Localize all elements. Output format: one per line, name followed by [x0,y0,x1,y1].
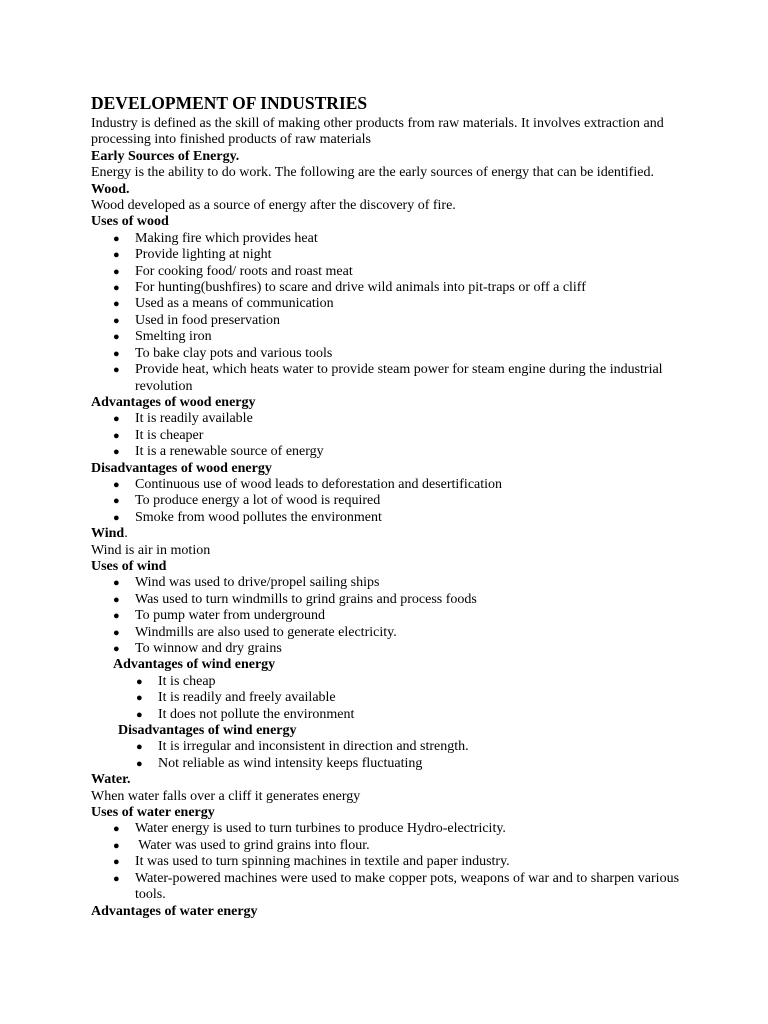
list-item: ● Windmills are also used to generate electricity. [113,624,397,640]
list-item: ● To bake clay pots and various tools [113,345,333,361]
list-item: ● It is a renewable source of energy [113,444,324,460]
wind-advantages-heading: Advantages of wind energy [113,657,276,673]
bullet-icon: ● [113,478,120,491]
list-item: ● Provide lighting at night [113,247,272,263]
document-body [91,93,691,920]
list-item: ● It is irregular and inconsistent in direction and strength. [136,739,469,755]
bullet-icon: ● [113,610,120,623]
early-sources-heading: Early Sources of Energy. [91,148,240,164]
wood-disadvantages-list [91,477,691,526]
wind-disadvantages-heading: Disadvantages of wind energy [118,723,297,739]
wind-advantages-list [91,674,691,723]
water-uses-heading: Uses of water energy [91,805,215,821]
water-advantages-heading: Advantages of water energy [91,903,258,919]
list-item: ● For cooking food/ roots and roast meat [113,263,353,279]
list-item: ● It is readily available [113,411,253,427]
list-item: ● It is readily and freely available [136,690,336,706]
bullet-icon: ● [113,364,120,377]
list-item: ● Water-powered machines were used to make copper pots, weapons of war and to sharpen various tools. [113,870,680,903]
water-heading: Water. [91,772,131,788]
wood-uses-list [91,231,691,395]
bullet-icon: ● [136,741,143,754]
bullet-icon: ● [113,511,120,524]
wood-disadvantages-heading: Disadvantages of wood energy [91,460,272,476]
bullet-icon: ● [113,249,120,262]
bullet-icon: ● [136,757,143,770]
list-item: ● Smoke from wood pollutes the environment [113,509,382,525]
bullet-icon: ● [136,708,143,721]
bullet-icon: ● [113,856,120,869]
bullet-icon: ● [113,872,120,885]
wind-heading: Wind. [91,526,128,542]
bullet-icon: ● [113,232,120,245]
early-sources-text: Energy is the ability to do work. The following are the early sources of energy that can be identified. [91,165,654,181]
bullet-icon: ● [113,839,120,852]
bullet-icon: ● [113,577,120,590]
list-item: ● Continuous use of wood leads to deforestation and desertification [113,476,503,492]
wood-heading: Wood. [91,181,130,197]
bullet-icon: ● [113,626,120,639]
list-item: ● Used as a means of communication [113,296,334,312]
bullet-icon: ● [113,643,120,655]
wood-advantages-heading: Advantages of wood energy [91,394,256,410]
water-text: When water falls over a cliff it generates energy [91,788,361,804]
list-item: ● For hunting(bushfires) to scare and drive wild animals into pit-traps or off a cliff [113,280,586,296]
bullet-icon: ● [113,495,120,508]
list-item: ● It was used to turn spinning machines in textile and paper industry. [113,854,510,870]
list-item: ● To winnow and dry grains [113,641,282,656]
bullet-icon: ● [113,429,120,442]
bullet-icon: ● [113,823,120,836]
bullet-icon: ● [136,692,143,705]
bullet-icon: ● [113,265,120,278]
list-item: ● To pump water from underground [113,608,326,624]
wind-uses-list [91,575,691,657]
list-item: ● To produce energy a lot of wood is required [113,493,381,509]
intro-paragraph: Industry is defined as the skill of making other products from raw materials. It involves extraction and processing into finished products of raw materials [91,116,664,148]
bullet-icon: ● [113,347,120,360]
list-item: ● It does not pollute the environment [136,706,355,722]
wood-advantages-list [91,411,691,460]
bullet-icon: ● [113,314,120,327]
bullet-icon: ● [136,675,143,688]
water-uses-list [91,821,691,903]
wood-uses-heading: Uses of wood [91,214,169,230]
list-item: ● Was used to turn windmills to grind grains and process foods [113,591,477,607]
list-item: ● Used in food preservation [113,312,281,328]
list-item: ● It is cheaper [113,427,204,443]
bullet-icon: ● [113,331,120,344]
bullet-icon: ● [113,593,120,606]
list-item: ● It is cheap [136,673,216,689]
list-item: ● Provide heat, which heats water to provide steam power for steam engine during the industrial revolution [113,362,663,394]
wind-disadvantages-list [91,739,691,772]
list-item: ● Wind was used to drive/propel sailing ships [113,575,380,591]
list-item: ● Smelting iron [113,329,212,345]
list-item: ● Water was used to grind grains into flour. [113,837,370,853]
wood-text: Wood developed as a source of energy after the discovery of fire. [91,198,456,214]
wind-text: Wind is air in motion [91,542,211,558]
page-title: DEVELOPMENT OF INDUSTRIES [91,93,368,113]
bullet-icon: ● [113,413,120,426]
list-item: ● Water energy is used to turn turbines to produce Hydro-electricity. [113,821,506,837]
bullet-icon: ● [113,282,120,295]
wind-uses-heading: Uses of wind [91,558,167,574]
bullet-icon: ● [113,446,120,459]
list-item: ● Making fire which provides heat [113,230,318,246]
bullet-icon: ● [113,298,120,311]
list-item: ● Not reliable as wind intensity keeps fluctuating [136,755,423,771]
